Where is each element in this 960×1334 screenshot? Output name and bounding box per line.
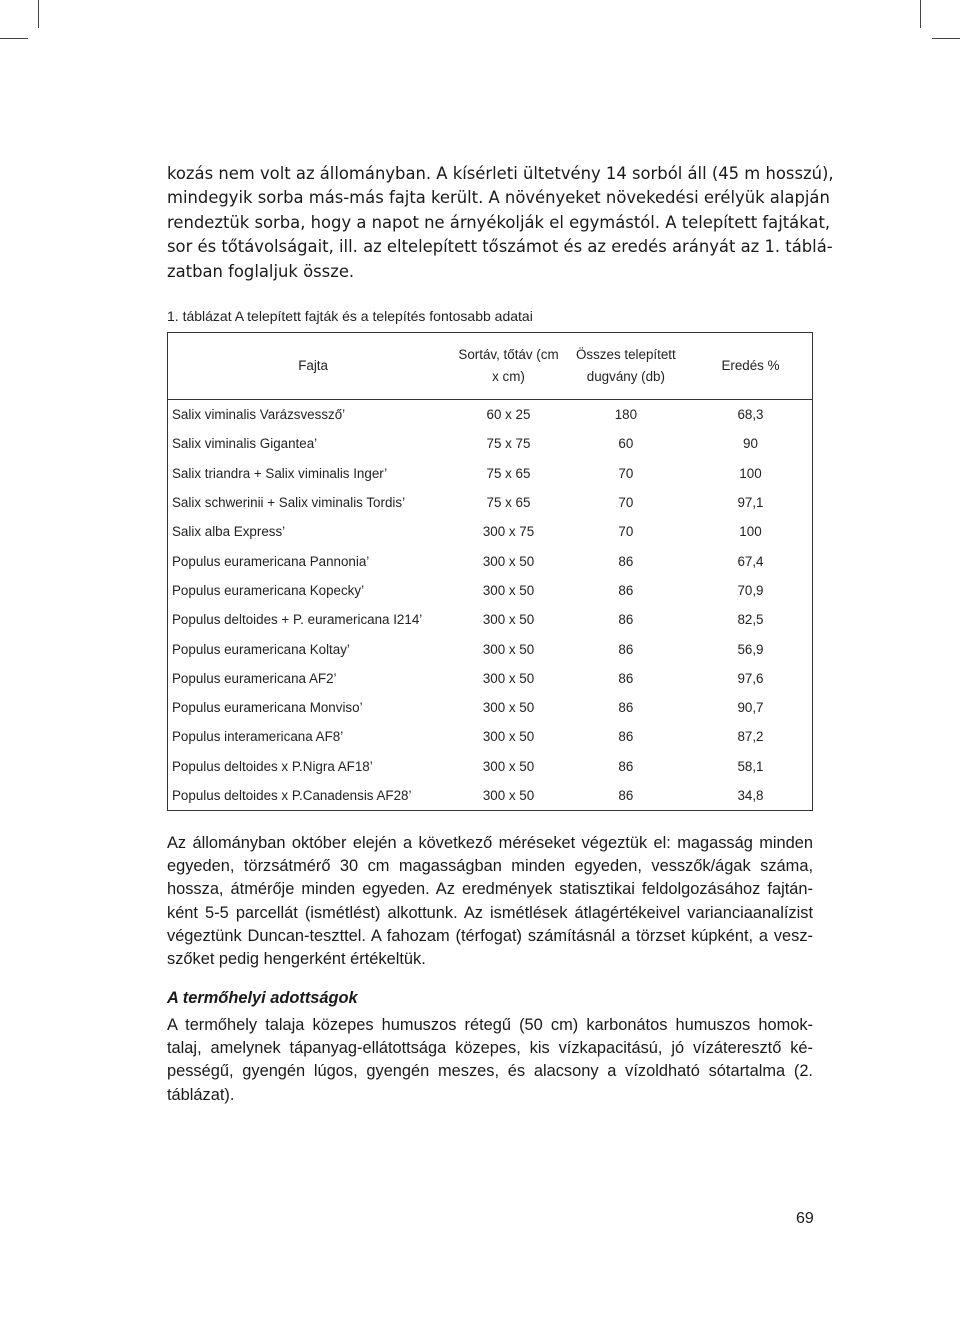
planting-data-table: [167, 332, 813, 811]
text-line: pességű, gyengén lúgos, gyengén meszes, és alacsony a vízoldható sótartalma (2.: [167, 1062, 813, 1081]
cell-eredes: 58,1: [737, 758, 764, 774]
cell-db: 86: [618, 641, 634, 657]
header-label: Összes telepített: [576, 347, 676, 362]
table-body: [168, 400, 813, 811]
crop-mark: [932, 38, 960, 39]
cell-eredes: 97,1: [737, 495, 764, 511]
cell-sortav: 300 x 50: [482, 758, 535, 774]
table-row: [168, 781, 813, 811]
cell-fajta: Salix alba Express’: [172, 524, 286, 540]
cell-fajta: Populus euramericana Kopecky’: [172, 582, 365, 598]
section-heading: A termőhelyi adottságok: [167, 989, 358, 1007]
cell-eredes: 34,8: [737, 788, 764, 803]
text-line: végeztünk Duncan-teszttel. A fahozam (térfogat) számításnál a törzset kúpként, a vesz-: [167, 926, 813, 945]
table-row: [168, 664, 813, 693]
table-row: [168, 752, 813, 781]
cell-eredes: 67,4: [737, 553, 764, 569]
cell-eredes: 97,6: [737, 670, 764, 686]
cell-fajta: Salix viminalis Varázsvessző’: [172, 407, 346, 423]
crop-mark: [38, 0, 39, 28]
crop-mark: [920, 0, 921, 28]
cell-fajta: Populus deltoides + P. euramericana I214’: [172, 612, 423, 628]
cell-db: 70: [618, 495, 634, 511]
text-line: sor és tőtávolságait, ill. az eltelepített tőszámot és az eredés arányát az 1. táblá-: [167, 237, 833, 257]
header-fajta: [168, 333, 455, 400]
cell-fajta: Populus euramericana Monviso’: [172, 700, 363, 716]
header-osszes: [563, 333, 689, 400]
cell-fajta: Salix schwerinii + Salix viminalis Tordis’: [172, 495, 406, 511]
cell-fajta: Populus deltoides x P.Canadensis AF28’: [172, 788, 412, 803]
cell-db: 86: [618, 612, 634, 628]
cell-sortav: 300 x 50: [482, 582, 535, 598]
table-row: [168, 429, 813, 458]
header-label: x cm): [492, 369, 525, 384]
cell-db: 86: [618, 670, 634, 686]
cell-db: 86: [618, 788, 634, 803]
table-row: [168, 693, 813, 722]
cell-eredes: 100: [739, 465, 762, 481]
cell-sortav: 75 x 65: [486, 465, 531, 481]
header-label: Sortáv, tőtáv (cm: [458, 347, 559, 362]
text-line: talaj, amelynek tápanyag-ellátottsága közepes, kis vízkapacitású, jó vízáteresztő ké-: [167, 1039, 813, 1058]
cell-sortav: 60 x 25: [486, 407, 531, 423]
cell-fajta: Salix triandra + Salix viminalis Inger’: [172, 465, 388, 481]
header-label: Fajta: [298, 358, 328, 373]
table-row: [168, 722, 813, 751]
text-line: hossza, átmérője minden egyeden. Az eredmények statisztikai feldolgozásához fajtán-: [167, 880, 813, 899]
table-row: [168, 488, 813, 517]
text-line: szőket pedig hengerként értékeltük.: [167, 950, 426, 969]
text-line: egyeden, törzsátmérő 30 cm magasságban minden egyeden, vesszők/ágak száma,: [167, 857, 813, 876]
cell-sortav: 300 x 50: [482, 729, 535, 745]
table-row: [168, 400, 813, 430]
cell-db: 86: [618, 582, 634, 598]
text-line: zatban foglaljuk össze.: [167, 261, 355, 281]
cell-db: 60: [618, 436, 634, 452]
cell-db: 70: [618, 524, 634, 540]
page-number: 69: [796, 1210, 814, 1227]
cell-sortav: 75 x 65: [486, 495, 531, 511]
table-row: [168, 459, 813, 488]
cell-sortav: 300 x 50: [482, 670, 535, 686]
table-row: [168, 634, 813, 663]
cell-fajta: Salix viminalis Gigantea’: [172, 436, 318, 452]
cell-eredes: 82,5: [737, 612, 764, 628]
crop-mark: [0, 38, 28, 39]
cell-sortav: 300 x 50: [482, 641, 535, 657]
cell-fajta: Populus interamericana AF8’: [172, 729, 344, 745]
cell-fajta: Populus euramericana Pannonia’: [172, 553, 370, 569]
cell-sortav: 300 x 50: [482, 553, 535, 569]
cell-db: 86: [618, 700, 634, 716]
table-row: [168, 576, 813, 605]
cell-sortav: 300 x 50: [482, 612, 535, 628]
header-label: Eredés %: [721, 358, 780, 373]
intro-paragraph: [167, 162, 834, 284]
text-line: mindegyik sorba más-más fajta került. A növényeket növekedési erélyük alapján: [167, 188, 830, 208]
cell-db: 70: [618, 465, 634, 481]
cell-sortav: 300 x 50: [482, 700, 535, 716]
header-label: dugvány (db): [586, 369, 665, 384]
cell-db: 86: [618, 729, 634, 745]
site-paragraph: [167, 1014, 813, 1107]
table-row: [168, 517, 813, 546]
header-sortav: [454, 333, 563, 400]
cell-eredes: 68,3: [737, 407, 764, 423]
table-header-row: [168, 333, 813, 400]
text-line: ként 5-5 parcellát (ismétlést) alkottunk. Az ismétlések átlagértékeivel varianciaanalízist: [167, 903, 813, 922]
table-row: [168, 546, 813, 575]
cell-eredes: 87,2: [737, 729, 764, 745]
cell-fajta: Populus euramericana Koltay’: [172, 641, 350, 657]
cell-fajta: Populus euramericana AF2’: [172, 670, 337, 686]
cell-eredes: 56,9: [737, 641, 764, 657]
measurement-paragraph: [167, 832, 813, 971]
cell-sortav: 300 x 75: [482, 524, 535, 540]
cell-db: 180: [614, 407, 638, 423]
text-line: táblázat).: [167, 1085, 235, 1104]
text-line: kozás nem volt az állományban. A kísérleti ültetvény 14 sorból áll (45 m hosszú),: [167, 164, 834, 183]
text-line: A termőhely talaja közepes humuszos rétegű (50 cm) karbonátos humuszos homok-: [167, 1016, 813, 1034]
cell-db: 86: [618, 758, 634, 774]
text-line: Az állományban október elején a következő méréseket végeztük el: magasság minden: [167, 834, 813, 852]
text-line: rendeztük sorba, hogy a napot ne árnyékolják el egymástól. A telepített fajtákat,: [167, 212, 831, 232]
cell-eredes: 70,9: [737, 582, 764, 598]
cell-eredes: 90: [743, 436, 758, 452]
cell-db: 86: [618, 553, 634, 569]
cell-eredes: 90,7: [737, 700, 764, 716]
cell-sortav: 300 x 50: [482, 788, 535, 803]
cell-eredes: 100: [739, 524, 762, 540]
table-caption: 1. táblázat A telepített fajták és a telepítés fontosabb adatai: [167, 308, 533, 324]
cell-sortav: 75 x 75: [486, 436, 531, 452]
page-content: [167, 162, 834, 1104]
cell-fajta: Populus deltoides x P.Nigra AF18’: [172, 758, 373, 774]
table-row: [168, 605, 813, 634]
header-eredes: [689, 333, 813, 400]
